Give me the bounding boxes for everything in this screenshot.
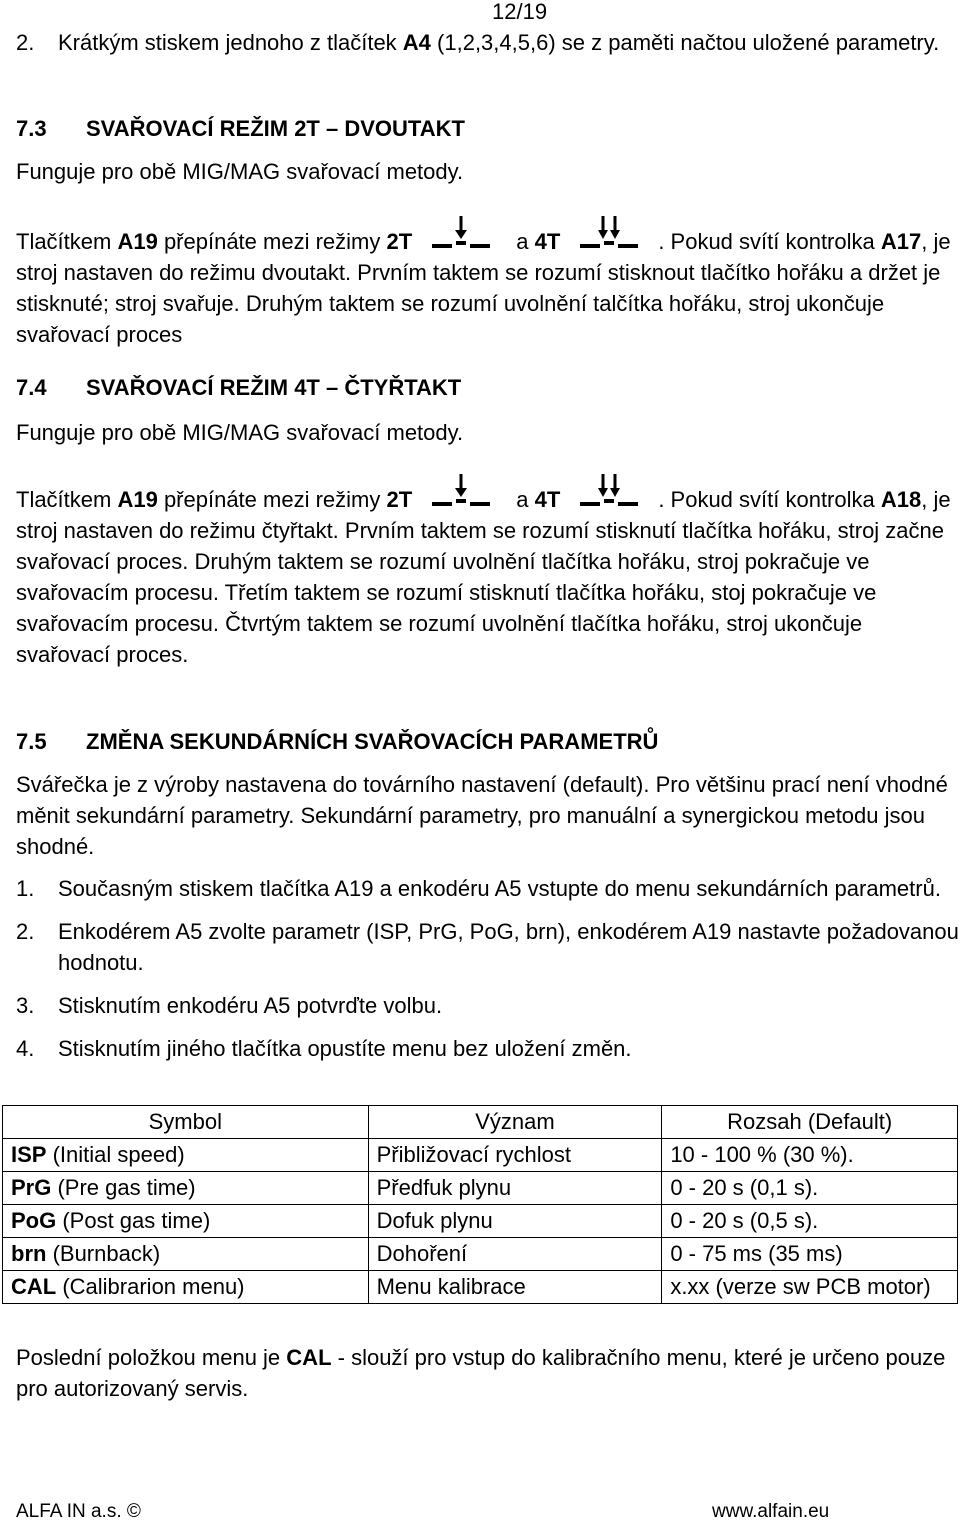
section-heading-7-3: 7.3 SVAŘOVACÍ REŽIM 2T – DVOUTAKT <box>16 116 465 141</box>
column-header: Symbol <box>3 1106 369 1139</box>
trigger-press-twice-icon <box>574 484 644 515</box>
parameters-table <box>2 1105 958 1304</box>
table-row <box>3 1271 958 1304</box>
section-paragraph-7-4: Tlačítkem A19 přepínáte mezi režimy 2T a 4T . Pokud svítí kontrolka A18, je stroj nastaven do režimu čtyřtakt. Prvním taktem se rozumí stisknutí tlačítka hořáku, stroj začne svařovací proces. Druhým taktem se rozumí uvolnění tlačítka hořáku, stroj pokračuje ve svařovacím procesu. Třetím taktem se rozumí stisknutí tlačítka hořáku, stoj pokračuje ve svařovacím procesu. Čtvrtým taktem se rozumí uvolnění tlačítka hořáku, stroj ukončuje svařovací proces. <box>16 484 960 670</box>
trigger-press-twice-icon <box>574 226 644 257</box>
section-subtitle-7-3: Funguje pro obě MIG/MAG svařovací metody. <box>16 159 464 184</box>
symbol-cell: PoG (Post gas time) <box>3 1205 369 1238</box>
list-item: 2. Enkodérem A5 zvolte parametr (ISP, PrG, PoG, brn), enkodérem A19 nastavte požadovanou hodnotu. <box>16 919 959 975</box>
list-item-number: 2. <box>16 30 35 55</box>
table-row <box>3 1238 958 1271</box>
section-paragraph-7-3: Tlačítkem A19 přepínáte mezi režimy 2T a 4T . Pokud svítí kontrolka A17, je stroj nastaven do režimu dvoutakt. Prvním taktem se rozumí stisknout tlačítko hořáku a držet je stisknuté; stroj svařuje. Druhým taktem se rozumí uvolnění talčítka hořáku, stroj ukončuje svařovací proces <box>16 226 960 350</box>
list-item: 2. Krátkým stiskem jednoho z tlačítek A4 (1,2,3,4,5,6) se z paměti načtou uložené parametry. <box>16 27 960 58</box>
range-cell: 0 - 20 s (0,5 s). <box>662 1205 958 1238</box>
trigger-press-once-icon <box>426 484 496 515</box>
list-item: 1. Současným stiskem tlačítka A19 a enkodéru A5 vstupte do menu sekundárních parametrů. <box>16 876 941 901</box>
table-row <box>3 1172 958 1205</box>
meaning-cell: Dohoření <box>368 1238 662 1271</box>
section-intro-7-5: Svářečka je z výroby nastavena do továrního nastavení (default). Pro většinu prací není vhodné měnit sekundární parametry. Sekundární parametry, pro manuální a synergickou metodu jsou shodné. <box>16 772 948 859</box>
symbol-cell: CAL (Calibrarion menu) <box>3 1271 369 1304</box>
range-cell: 0 - 75 ms (35 ms) <box>662 1238 958 1271</box>
section-subtitle-7-4: Funguje pro obě MIG/MAG svařovací metody. <box>16 420 464 445</box>
range-cell: x.xx (verze sw PCB motor) <box>662 1271 958 1304</box>
column-header: Význam <box>368 1106 662 1139</box>
footer-website[interactable]: www.alfain.eu <box>712 1501 830 1522</box>
closing-paragraph: Poslední položkou menu je CAL - slouží pro vstup do kalibračního menu, které je určeno pouze pro autorizovaný servis. <box>16 1345 946 1401</box>
footer-company: ALFA IN a.s. © <box>16 1501 141 1522</box>
symbol-cell: PrG (Pre gas time) <box>3 1172 369 1205</box>
table-row <box>3 1205 958 1238</box>
intro-list <box>16 27 960 58</box>
meaning-cell: Menu kalibrace <box>368 1271 662 1304</box>
symbol-cell: brn (Burnback) <box>3 1238 369 1271</box>
range-cell: 0 - 20 s (0,1 s). <box>662 1172 958 1205</box>
trigger-press-once-icon <box>426 226 496 257</box>
symbol-cell: ISP (Initial speed) <box>3 1139 369 1172</box>
meaning-cell: Přibližovací rychlost <box>368 1139 662 1172</box>
section-heading-7-5: 7.5 ZMĚNA SEKUNDÁRNÍCH SVAŘOVACÍCH PARAMETRŮ <box>16 729 659 754</box>
column-header: Rozsah (Default) <box>662 1106 958 1139</box>
section-heading-7-4: 7.4 SVAŘOVACÍ REŽIM 4T – ČTYŘTAKT <box>16 375 462 400</box>
meaning-cell: Předfuk plynu <box>368 1172 662 1205</box>
range-cell: 10 - 100 % (30 %). <box>662 1139 958 1172</box>
table-header-row <box>3 1106 958 1139</box>
meaning-cell: Dofuk plynu <box>368 1205 662 1238</box>
list-item: 4. Stisknutím jiného tlačítka opustíte menu bez uložení změn. <box>16 1036 632 1061</box>
page-number: 12/19 <box>492 0 548 24</box>
steps-list <box>16 873 960 1064</box>
table-row <box>3 1139 958 1172</box>
list-item: 3. Stisknutím enkodéru A5 potvrďte volbu. <box>16 993 443 1018</box>
